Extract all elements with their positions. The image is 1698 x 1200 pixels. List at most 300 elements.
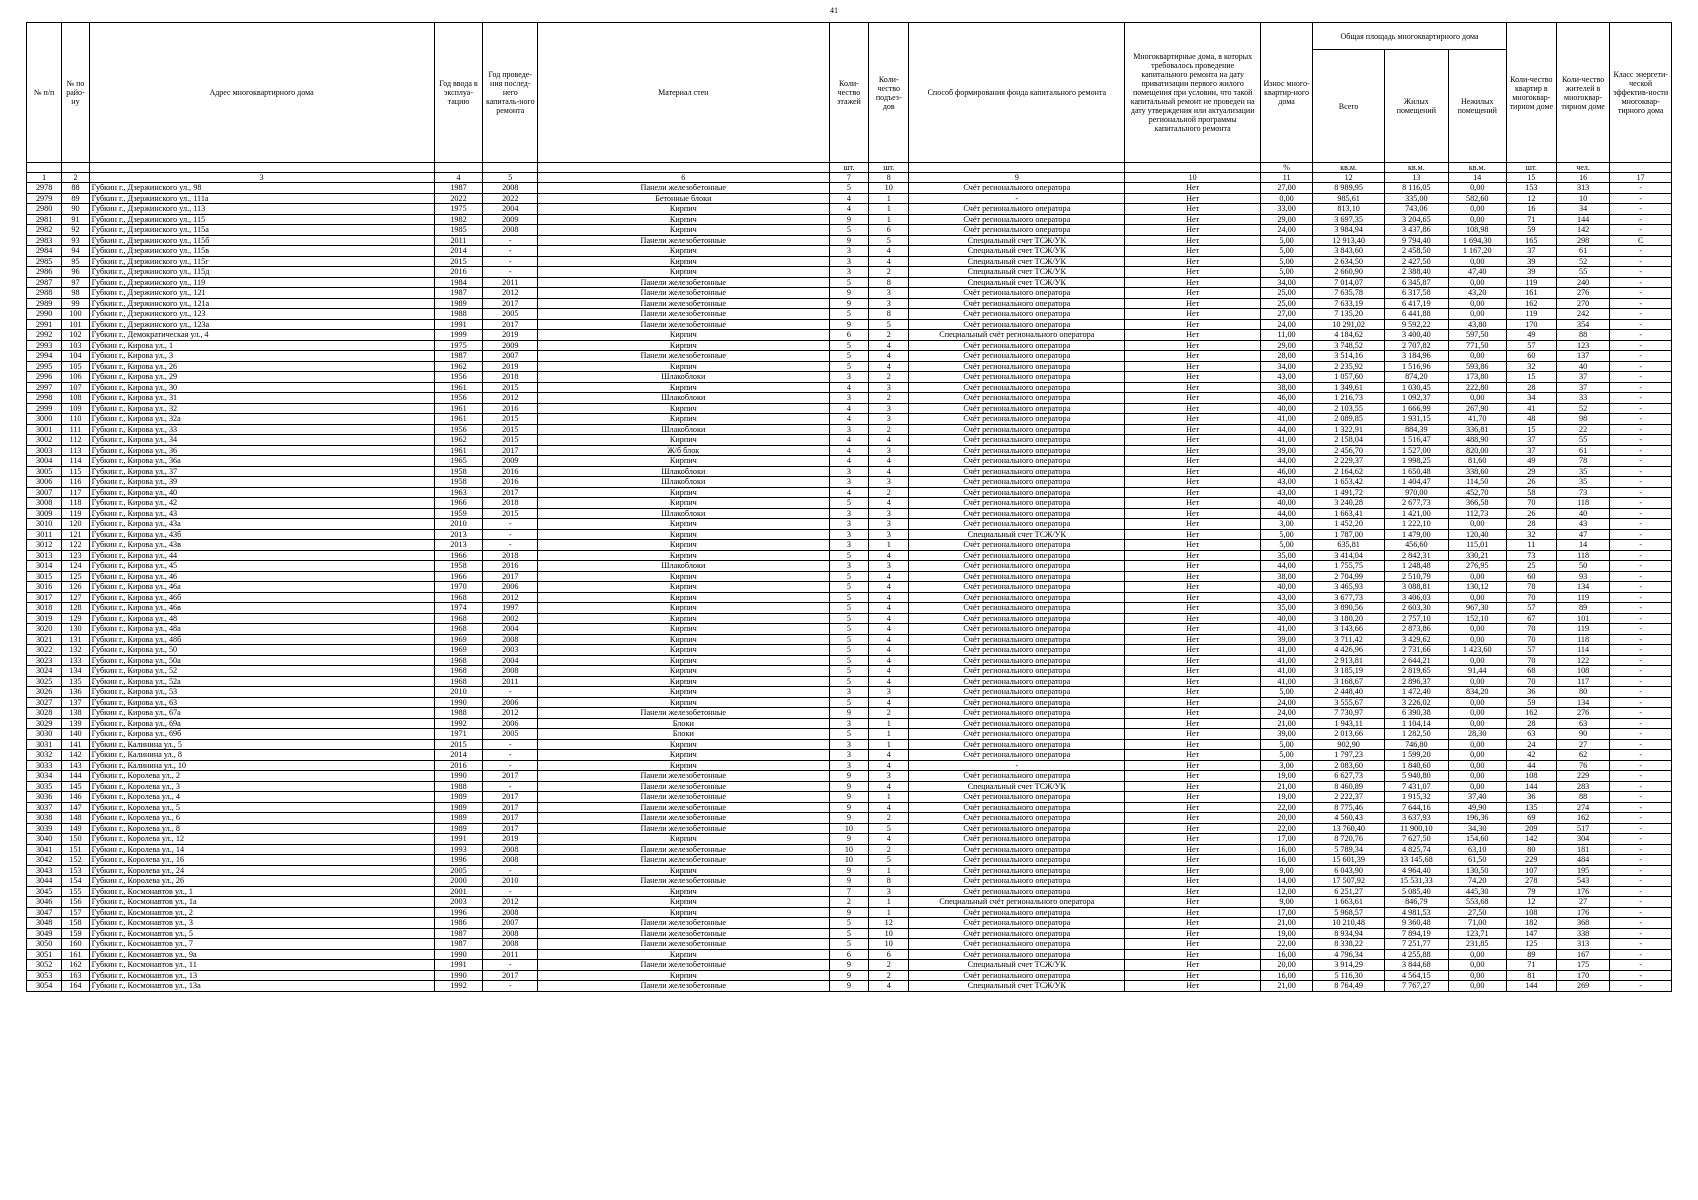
cell-energy-class: - — [1610, 414, 1672, 425]
cell-apartments: 12 — [1506, 193, 1556, 204]
cell-area-nonresidential: 231,85 — [1448, 939, 1506, 950]
cell-area-nonresidential: 0,00 — [1448, 204, 1506, 215]
cell-wall-material: Кирпич — [538, 865, 829, 876]
cell-apartments: 57 — [1506, 603, 1556, 614]
cell-district-number: 119 — [62, 508, 89, 519]
cell-area-residential: 2 644,21 — [1384, 655, 1448, 666]
cell-energy-class: - — [1610, 498, 1672, 509]
cell-year-built: 1992 — [434, 718, 483, 729]
cell-floors: 10 — [829, 823, 869, 834]
table-row — [27, 939, 1672, 950]
header-area-nonresidential: Нежилых помещений — [1448, 50, 1506, 163]
column-number: 11 — [1260, 173, 1312, 183]
cell-wall-material: Кирпич — [538, 897, 829, 908]
cell-area-nonresidential: 0,00 — [1448, 981, 1506, 992]
cell-wall-material: Кирпич — [538, 246, 829, 257]
cell-address: Губкин г., Кирова ул., 67а — [89, 708, 434, 719]
table-row — [27, 592, 1672, 603]
cell-row-number: 3045 — [27, 886, 62, 897]
cell-apartments: 70 — [1506, 634, 1556, 645]
cell-entrances: 4 — [869, 802, 909, 813]
cell-area-total: 3 514,16 — [1313, 351, 1385, 362]
cell-entrances: 6 — [869, 225, 909, 236]
cell-wall-material: Блоки — [538, 729, 829, 740]
cell-repair-required: Нет — [1125, 361, 1260, 372]
cell-fund-method: Счёт регионального оператора — [909, 792, 1125, 803]
cell-district-number: 126 — [62, 582, 89, 593]
cell-year-built: 1982 — [434, 214, 483, 225]
cell-wall-material: Панели железобетонные — [538, 277, 829, 288]
cell-entrances: 4 — [869, 613, 909, 624]
cell-wear: 17,00 — [1260, 907, 1312, 918]
cell-entrances: 4 — [869, 582, 909, 593]
cell-energy-class: - — [1610, 214, 1672, 225]
cell-wall-material: Шлакоблоки — [538, 424, 829, 435]
cell-year-built: 1956 — [434, 393, 483, 404]
table-row — [27, 897, 1672, 908]
cell-area-residential: 7 431,07 — [1384, 781, 1448, 792]
cell-repair-required: Нет — [1125, 256, 1260, 267]
cell-area-residential: 3 088,81 — [1384, 582, 1448, 593]
cell-year-built: 2005 — [434, 865, 483, 876]
table-row — [27, 204, 1672, 215]
table-row — [27, 298, 1672, 309]
cell-area-total: 2 660,90 — [1313, 267, 1385, 278]
cell-area-total: 8 989,95 — [1313, 183, 1385, 194]
cell-district-number: 99 — [62, 298, 89, 309]
cell-year-built: 1968 — [434, 676, 483, 687]
cell-area-nonresidential: 0,00 — [1448, 592, 1506, 603]
cell-address: Губкин г., Королева ул., 5 — [89, 802, 434, 813]
cell-residents: 134 — [1556, 582, 1610, 593]
cell-area-nonresidential: 81,60 — [1448, 456, 1506, 467]
cell-area-total: 4 560,43 — [1313, 813, 1385, 824]
cell-repair-required: Нет — [1125, 697, 1260, 708]
cell-energy-class: - — [1610, 771, 1672, 782]
cell-residents: 170 — [1556, 970, 1610, 981]
cell-floors: 2 — [829, 897, 869, 908]
cell-area-nonresidential: 0,00 — [1448, 256, 1506, 267]
table-row — [27, 508, 1672, 519]
cell-address: Губкин г., Кирова ул., 69а — [89, 718, 434, 729]
cell-residents: 37 — [1556, 372, 1610, 383]
cell-last-repair-year: 2019 — [483, 330, 538, 341]
cell-last-repair-year: 2009 — [483, 214, 538, 225]
cell-last-repair-year: 2007 — [483, 918, 538, 929]
cell-area-total: 635,81 — [1313, 540, 1385, 551]
cell-area-residential: 7 251,77 — [1384, 939, 1448, 950]
table-row — [27, 267, 1672, 278]
cell-area-nonresidential: 74,20 — [1448, 876, 1506, 887]
cell-apartments: 28 — [1506, 519, 1556, 530]
cell-wall-material: Кирпич — [538, 487, 829, 498]
cell-fund-method: Счёт регионального оператора — [909, 603, 1125, 614]
cell-row-number: 2987 — [27, 277, 62, 288]
cell-row-number: 3014 — [27, 561, 62, 572]
cell-wall-material: Шлакоблоки — [538, 508, 829, 519]
cell-entrances: 4 — [869, 750, 909, 761]
table-row — [27, 655, 1672, 666]
cell-district-number: 95 — [62, 256, 89, 267]
table-row — [27, 697, 1672, 708]
cell-area-total: 3 748,52 — [1313, 340, 1385, 351]
cell-last-repair-year: 2008 — [483, 844, 538, 855]
cell-repair-required: Нет — [1125, 760, 1260, 771]
cell-district-number: 100 — [62, 309, 89, 320]
cell-fund-method: Счёт регионального оператора — [909, 456, 1125, 467]
cell-floors: 10 — [829, 855, 869, 866]
cell-residents: 137 — [1556, 351, 1610, 362]
cell-area-total: 1 787,00 — [1313, 529, 1385, 540]
cell-apartments: 59 — [1506, 697, 1556, 708]
cell-entrances: 4 — [869, 466, 909, 477]
cell-area-total: 3 555,67 — [1313, 697, 1385, 708]
cell-address: Губкин г., Кирова ул., 42 — [89, 498, 434, 509]
cell-floors: 9 — [829, 802, 869, 813]
cell-area-nonresidential: 123,71 — [1448, 928, 1506, 939]
cell-residents: 14 — [1556, 540, 1610, 551]
cell-fund-method: Счёт регионального оператора — [909, 561, 1125, 572]
cell-area-nonresidential: 0,00 — [1448, 708, 1506, 719]
column-number: 14 — [1448, 173, 1506, 183]
table-row — [27, 624, 1672, 635]
cell-row-number: 2980 — [27, 204, 62, 215]
cell-apartments: 57 — [1506, 645, 1556, 656]
cell-row-number: 3047 — [27, 907, 62, 918]
column-number: 8 — [869, 173, 909, 183]
cell-entrances: 4 — [869, 760, 909, 771]
cell-year-built: 1989 — [434, 792, 483, 803]
cell-area-nonresidential: 173,80 — [1448, 372, 1506, 383]
cell-area-residential: 1 479,00 — [1384, 529, 1448, 540]
cell-area-residential: 746,80 — [1384, 739, 1448, 750]
cell-entrances: 10 — [869, 939, 909, 950]
cell-apartments: 63 — [1506, 729, 1556, 740]
cell-entrances: 1 — [869, 193, 909, 204]
cell-fund-method: Специальный счет ТСЖ/УК — [909, 981, 1125, 992]
cell-row-number: 3037 — [27, 802, 62, 813]
header-year-built: Год ввода в эксплуа-тацию — [434, 23, 483, 163]
cell-address: Губкин г., Кирова ул., 37 — [89, 466, 434, 477]
cell-entrances: 2 — [869, 813, 909, 824]
cell-wear: 46,00 — [1260, 393, 1312, 404]
cell-entrances: 6 — [869, 949, 909, 960]
cell-entrances: 4 — [869, 351, 909, 362]
cell-residents: 142 — [1556, 225, 1610, 236]
cell-entrances: 1 — [869, 204, 909, 215]
cell-row-number: 3042 — [27, 855, 62, 866]
cell-area-nonresidential: 553,68 — [1448, 897, 1506, 908]
cell-repair-required: Нет — [1125, 613, 1260, 624]
cell-wear: 20,00 — [1260, 813, 1312, 824]
cell-floors: 9 — [829, 834, 869, 845]
cell-area-residential: 4 255,88 — [1384, 949, 1448, 960]
units-row — [27, 163, 1672, 173]
cell-district-number: 157 — [62, 907, 89, 918]
table-row — [27, 288, 1672, 299]
header-area-total: Всего — [1313, 50, 1385, 163]
cell-wear: 9,00 — [1260, 865, 1312, 876]
cell-last-repair-year: - — [483, 235, 538, 246]
cell-residents: 118 — [1556, 634, 1610, 645]
cell-area-total: 1 452,20 — [1313, 519, 1385, 530]
cell-entrances: 3 — [869, 771, 909, 782]
cell-row-number: 2996 — [27, 372, 62, 383]
cell-floors: 6 — [829, 949, 869, 960]
cell-entrances: 3 — [869, 519, 909, 530]
cell-apartments: 108 — [1506, 907, 1556, 918]
header-address: Адрес многоквартирного дома — [89, 23, 434, 163]
cell-area-total: 8 460,89 — [1313, 781, 1385, 792]
cell-floors: 9 — [829, 319, 869, 330]
cell-apartments: 44 — [1506, 760, 1556, 771]
cell-floors: 9 — [829, 288, 869, 299]
cell-fund-method: Счёт регионального оператора — [909, 403, 1125, 414]
cell-repair-required: Нет — [1125, 834, 1260, 845]
cell-last-repair-year: 2015 — [483, 424, 538, 435]
cell-apartments: 209 — [1506, 823, 1556, 834]
cell-district-number: 103 — [62, 340, 89, 351]
cell-row-number: 3033 — [27, 760, 62, 771]
cell-residents: 10 — [1556, 193, 1610, 204]
table-row — [27, 802, 1672, 813]
cell-row-number: 2991 — [27, 319, 62, 330]
cell-last-repair-year: - — [483, 865, 538, 876]
cell-year-built: 1961 — [434, 403, 483, 414]
cell-energy-class: - — [1610, 739, 1672, 750]
cell-year-built: 2010 — [434, 687, 483, 698]
cell-residents: 78 — [1556, 456, 1610, 467]
table-row — [27, 225, 1672, 236]
cell-repair-required: Нет — [1125, 645, 1260, 656]
cell-area-nonresidential: 0,00 — [1448, 739, 1506, 750]
cell-area-total: 2 913,81 — [1313, 655, 1385, 666]
cell-address: Губкин г., Дзержинского ул., 115а — [89, 225, 434, 236]
cell-entrances: 8 — [869, 309, 909, 320]
cell-wear: 5,00 — [1260, 235, 1312, 246]
cell-residents: 167 — [1556, 949, 1610, 960]
cell-floors: 5 — [829, 183, 869, 194]
cell-wear: 16,00 — [1260, 855, 1312, 866]
cell-row-number: 3027 — [27, 697, 62, 708]
cell-apartments: 15 — [1506, 372, 1556, 383]
cell-floors: 7 — [829, 886, 869, 897]
cell-area-residential: 2 427,50 — [1384, 256, 1448, 267]
cell-area-total: 5 116,30 — [1313, 970, 1385, 981]
cell-floors: 5 — [829, 340, 869, 351]
cell-wear: 22,00 — [1260, 939, 1312, 950]
table-row — [27, 949, 1672, 960]
cell-entrances: 2 — [869, 372, 909, 383]
cell-energy-class: - — [1610, 288, 1672, 299]
cell-residents: 52 — [1556, 403, 1610, 414]
cell-repair-required: Нет — [1125, 928, 1260, 939]
cell-repair-required: Нет — [1125, 844, 1260, 855]
table-row — [27, 981, 1672, 992]
cell-energy-class: - — [1610, 298, 1672, 309]
table-row — [27, 970, 1672, 981]
cell-district-number: 140 — [62, 729, 89, 740]
cell-district-number: 98 — [62, 288, 89, 299]
cell-wall-material: Кирпич — [538, 540, 829, 551]
header-wear: Износ много-квартир-ного дома — [1260, 23, 1312, 163]
table-row — [27, 886, 1672, 897]
cell-year-built: 1968 — [434, 613, 483, 624]
cell-apartments: 70 — [1506, 624, 1556, 635]
cell-fund-method: Счёт регионального оператора — [909, 592, 1125, 603]
table-row — [27, 519, 1672, 530]
cell-area-total: 3 984,94 — [1313, 225, 1385, 236]
cell-fund-method: Счёт регионального оператора — [909, 309, 1125, 320]
cell-area-residential: 1 527,00 — [1384, 445, 1448, 456]
cell-last-repair-year: - — [483, 246, 538, 257]
cell-floors: 9 — [829, 298, 869, 309]
cell-last-repair-year: 2004 — [483, 204, 538, 215]
cell-apartments: 80 — [1506, 844, 1556, 855]
cell-year-built: 1987 — [434, 939, 483, 950]
cell-district-number: 102 — [62, 330, 89, 341]
cell-area-total: 8 764,49 — [1313, 981, 1385, 992]
cell-wall-material: Кирпич — [538, 666, 829, 677]
cell-district-number: 127 — [62, 592, 89, 603]
header-apartments: Коли-чество квартир в многоквар-тирном доме — [1506, 23, 1556, 163]
cell-address: Губкин г., Космонавтов ул., 11 — [89, 960, 434, 971]
cell-address: Губкин г., Дзержинского ул., 115г — [89, 256, 434, 267]
cell-residents: 517 — [1556, 823, 1610, 834]
cell-fund-method: Специальный счет ТСЖ/УК — [909, 960, 1125, 971]
cell-apartments: 108 — [1506, 771, 1556, 782]
cell-last-repair-year: 2011 — [483, 676, 538, 687]
cell-energy-class: - — [1610, 676, 1672, 687]
cell-wall-material: Кирпич — [538, 655, 829, 666]
cell-fund-method: - — [909, 193, 1125, 204]
cell-entrances: 4 — [869, 340, 909, 351]
header-total-area-group: Общая площадь многоквартирного дома — [1313, 23, 1507, 50]
cell-wear: 40,00 — [1260, 582, 1312, 593]
cell-area-total: 2 083,60 — [1313, 760, 1385, 771]
cell-address: Губкин г., Кирова ул., 48а — [89, 624, 434, 635]
table-row — [27, 361, 1672, 372]
cell-entrances: 3 — [869, 561, 909, 572]
cell-area-residential: 1 650,48 — [1384, 466, 1448, 477]
cell-wall-material: Кирпич — [538, 529, 829, 540]
page-number: 41 — [830, 6, 838, 15]
cell-address: Губкин г., Королева ул., 8 — [89, 823, 434, 834]
cell-floors: 9 — [829, 781, 869, 792]
cell-apartments: 37 — [1506, 445, 1556, 456]
cell-floors: 5 — [829, 634, 869, 645]
cell-last-repair-year: 2009 — [483, 456, 538, 467]
cell-repair-required: Нет — [1125, 424, 1260, 435]
cell-fund-method: Счёт регионального оператора — [909, 645, 1125, 656]
cell-wall-material: Кирпич — [538, 613, 829, 624]
cell-year-built: 1987 — [434, 351, 483, 362]
cell-last-repair-year: 2016 — [483, 466, 538, 477]
cell-last-repair-year: 2004 — [483, 624, 538, 635]
cell-wear: 5,00 — [1260, 750, 1312, 761]
cell-apartments: 59 — [1506, 225, 1556, 236]
cell-address: Губкин г., Королева ул., 16 — [89, 855, 434, 866]
cell-area-total: 3 677,73 — [1313, 592, 1385, 603]
cell-entrances: 3 — [869, 403, 909, 414]
table-row — [27, 918, 1672, 929]
cell-row-number: 3043 — [27, 865, 62, 876]
cell-last-repair-year: - — [483, 519, 538, 530]
cell-apartments: 119 — [1506, 277, 1556, 288]
cell-last-repair-year: - — [483, 960, 538, 971]
cell-wear: 39,00 — [1260, 634, 1312, 645]
cell-year-built: 1988 — [434, 781, 483, 792]
cell-area-nonresidential: 488,90 — [1448, 435, 1506, 446]
cell-row-number: 3011 — [27, 529, 62, 540]
cell-floors: 5 — [829, 571, 869, 582]
cell-row-number: 3034 — [27, 771, 62, 782]
cell-area-total: 2 103,55 — [1313, 403, 1385, 414]
cell-district-number: 116 — [62, 477, 89, 488]
cell-area-total: 3 414,04 — [1313, 550, 1385, 561]
unit-entrances: шт. — [869, 163, 909, 173]
cell-wear: 43,00 — [1260, 477, 1312, 488]
cell-year-built: 1975 — [434, 340, 483, 351]
cell-wear: 41,00 — [1260, 666, 1312, 677]
cell-last-repair-year: 2019 — [483, 361, 538, 372]
table-row — [27, 760, 1672, 771]
cell-area-residential: 5 940,80 — [1384, 771, 1448, 782]
cell-entrances: 4 — [869, 592, 909, 603]
cell-energy-class: - — [1610, 666, 1672, 677]
cell-repair-required: Нет — [1125, 246, 1260, 257]
cell-last-repair-year: 2016 — [483, 477, 538, 488]
cell-district-number: 159 — [62, 928, 89, 939]
cell-district-number: 158 — [62, 918, 89, 929]
cell-area-residential: 1 666,99 — [1384, 403, 1448, 414]
cell-repair-required: Нет — [1125, 655, 1260, 666]
cell-last-repair-year: - — [483, 739, 538, 750]
table-row — [27, 571, 1672, 582]
cell-last-repair-year: 2002 — [483, 613, 538, 624]
cell-area-residential: 3 429,62 — [1384, 634, 1448, 645]
cell-repair-required: Нет — [1125, 267, 1260, 278]
cell-wall-material: Кирпич — [538, 645, 829, 656]
cell-energy-class: - — [1610, 445, 1672, 456]
cell-fund-method: Счёт регионального оператора — [909, 771, 1125, 782]
table-row — [27, 235, 1672, 246]
cell-area-total: 2 235,92 — [1313, 361, 1385, 372]
cell-wear: 39,00 — [1260, 445, 1312, 456]
table-row — [27, 183, 1672, 194]
cell-area-residential: 4 564,15 — [1384, 970, 1448, 981]
cell-wear: 5,00 — [1260, 267, 1312, 278]
cell-fund-method: Счёт регионального оператора — [909, 676, 1125, 687]
cell-year-built: 1988 — [434, 309, 483, 320]
cell-area-residential: 4 825,74 — [1384, 844, 1448, 855]
cell-entrances: 2 — [869, 960, 909, 971]
cell-area-total: 3 168,67 — [1313, 676, 1385, 687]
cell-row-number: 2983 — [27, 235, 62, 246]
cell-repair-required: Нет — [1125, 277, 1260, 288]
cell-wear: 19,00 — [1260, 771, 1312, 782]
cell-row-number: 3007 — [27, 487, 62, 498]
table-row — [27, 477, 1672, 488]
cell-residents: 119 — [1556, 624, 1610, 635]
cell-year-built: 1968 — [434, 655, 483, 666]
cell-area-nonresidential: 338,60 — [1448, 466, 1506, 477]
table-row — [27, 340, 1672, 351]
cell-area-residential: 2 388,40 — [1384, 267, 1448, 278]
cell-energy-class: - — [1610, 613, 1672, 624]
cell-apartments: 68 — [1506, 666, 1556, 677]
cell-floors: 3 — [829, 750, 869, 761]
